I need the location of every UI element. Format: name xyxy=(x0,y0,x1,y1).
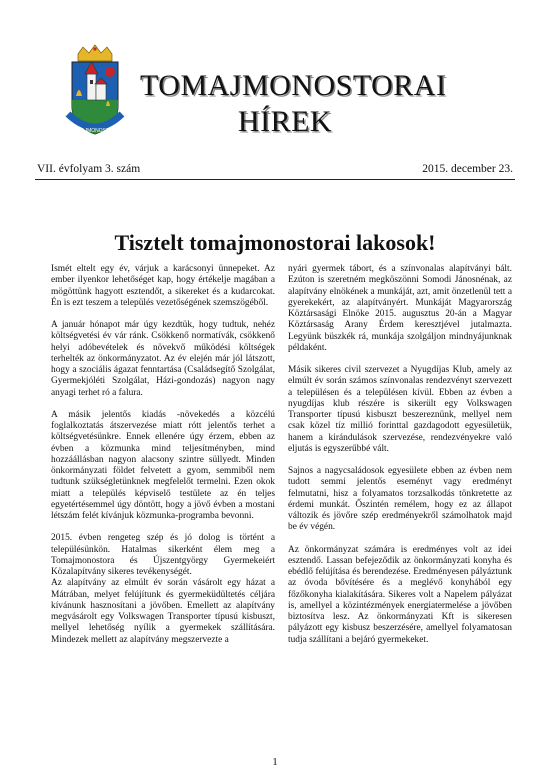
page-number: 1 xyxy=(272,756,278,768)
left-column xyxy=(51,264,275,657)
volume-issue: VII. évfolyam 3. szám xyxy=(37,163,141,175)
masthead-title-line-1: TOMAJMONOSTORAI xyxy=(140,69,447,102)
village-coat-of-arms-icon xyxy=(62,44,128,138)
paragraph: Az önkormányzat számára is eredményes volt az idei esztendő. Lassan befejeződik az önkormányzati konyha és ebédlő felújítása és berendezése. Eredményesen pályáztunk az óvoda bővítésére és a meglévő konyhából egy főzőkonyha kialakítására. Sikeres volt a Napelem pályázat is, amellyel a közintézmények energiatermelése a jövőben biztosítva lesz. Az önkormányzati Kft is sikeresen pályázott egy kisbusz beszerzésére, amellyel folyamatosan tudja szállítani a bejáró gyermekeket. xyxy=(288,544,512,645)
paragraph: A másik jelentős kiadás -növekedés a közcélú foglalkoztatás átszervezése miatt rótt jelentős terhet a költségvetésünkre. Ennek ellenére úgy érzem, ebben az évben a közmunka mind teljesítményben, mind hozzáállásban nagyon alacsony szintre süllyedt. Minden önkormányzati földet felvetett a gyom, semmiből nem tudtunk szükségletünknek megfelelőt termelni. Ezen okok miatt a település képviselő testülete az én teljes egyetértésemmel úgy döntött, hogy a jövő évben a mostani létszám felét kívánjuk közmunka-programba bevonni. xyxy=(51,409,275,521)
paragraph: Ismét eltelt egy év, várjuk a karácsonyi ünnepeket. Az ember ilyenkor lehetőséget kap, hogy értékelje magában a mögöttünk hagyott esztendőt, a sikereket és a kudarcokat. Én is ezt teszem a település vezetőségének szemszögéből. xyxy=(51,264,275,308)
masthead-title-line-2: HÍREK xyxy=(237,105,333,138)
right-column xyxy=(288,264,512,657)
header-divider xyxy=(35,179,515,180)
crest-ribbon-text: TOMAJMONOSTORA xyxy=(70,128,120,134)
paragraph: Másik sikeres civil szervezet a Nyugdíjas Klub, amely az elmúlt év során számos színvonalas rendezvényt szervezett a településen és a településen kívül. Ebben az évben a nyugdíjas klub részére is sikerült egy Volkswagen Transporter típusú kisbuszt beszereznünk, mellyel nem csak közel tíz millió forinttal gazdagodott egyesületük, hanem a kirándulások szervezése, rendezvényekre való eljutás is egyszerűbbé vált. xyxy=(288,365,512,454)
paragraph: A január hónapot már úgy kezdtük, hogy tudtuk, nehéz költségvetési év vár ránk. Csökkenő normatívák, csökkenő helyi adóbevételek és növekvő működési költségek terhelték az önkormányzatot. Az év elején már jól látszott, hogy a szociális ágazat fenntartása (Családsegítő Szolgálat, Gyermekjóléti Szolgálat, Házi-gondozás) nagyon nagy anyagi terhet ró a falura. xyxy=(51,320,275,398)
issue-date: 2015. december 23. xyxy=(422,163,513,175)
article-headline: Tisztelt tomajmonostorai lakosok! xyxy=(114,230,436,255)
paragraph: nyári gyermek tábort, és a színvonalas alapítványi bált. Ezúton is szeretném megköszönni Somodi Jánosnénak, az alapítvány elnökének a munkáját, azt, amit önzetlenül tett a gyerekekért, az alapítványért. Munkáját Magyarország Köztársasági Elnöke 2015. augusztus 20-án a Magyar Köztársaság Arany Érdem keresztjével jutalmazta. Legyünk büszkék rá, munkája szolgáljon mindnyájunknak példaként. xyxy=(288,264,512,353)
paragraph: Sajnos a nagycsaládosok egyesülete ebben az évben nem tudott semmi jelentős eseményt vagy eredményt felmutatni, hisz a folyamatos torzsalkodás tönkretette az érdemi munkát. Őszintén remélem, hogy ez az állapot változik és jövőre szép eredményekről számolhatok majd be év végén. xyxy=(288,466,512,533)
masthead xyxy=(140,68,447,140)
paragraph: 2015. évben rengeteg szép és jó dolog is történt a településünkön. Hatalmas sikerként élem meg a Tomajmonostora és Újszentgyörgy Gyermekeiért Közalapítvány sikeres tevékenységét. xyxy=(51,533,275,577)
paragraph: Az alapítvány az elmúlt év során vásárolt egy házat a Mátrában, melyet felújítunk és gyermeküdültetés céljára kívánunk hasznosítani a jövőben. Emellett az alapítvány megvásárolt egy Volkswagen Transporter típusú kisbuszt, mellyel lehetőség nyílik a gyermekek szállítására. Mindezek mellett az alapítvány megszervezte a xyxy=(51,578,275,645)
